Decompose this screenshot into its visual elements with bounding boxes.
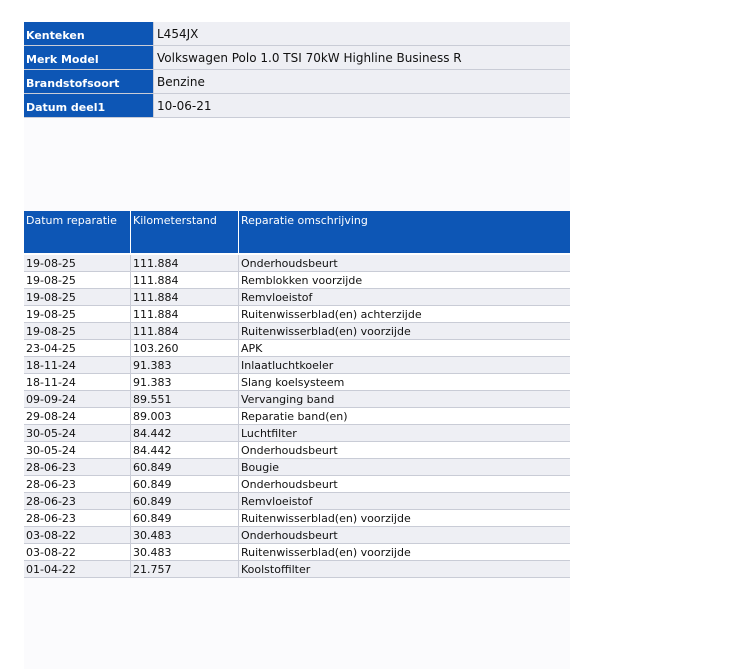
table-row <box>24 374 570 391</box>
cell-km: 103.260 <box>131 340 239 356</box>
info-label: Datum deel1 <box>24 94 154 117</box>
cell-km: 84.442 <box>131 442 239 458</box>
repairs-header-row <box>24 211 570 253</box>
info-value: Volkswagen Polo 1.0 TSI 70kW Highline Business R <box>154 46 570 69</box>
info-value: Benzine <box>154 70 570 93</box>
table-row <box>24 561 570 578</box>
cell-date: 30-05-24 <box>24 442 131 458</box>
table-row <box>24 340 570 357</box>
cell-date: 19-08-25 <box>24 255 131 271</box>
column-header-km: Kilometerstand <box>131 211 239 253</box>
table-row <box>24 306 570 323</box>
cell-description: Bougie <box>241 461 280 474</box>
cell-km: 30.483 <box>131 544 239 560</box>
table-row <box>24 493 570 510</box>
info-label: Merk Model <box>24 46 154 69</box>
info-value: L454JX <box>154 22 570 45</box>
cell-description: Inlaatluchtkoeler <box>241 359 334 372</box>
cell-km: 60.849 <box>131 510 239 526</box>
cell-description: Remvloeistof <box>241 495 313 508</box>
cell-description: Onderhoudsbeurt <box>241 444 338 457</box>
cell-km: 111.884 <box>131 255 239 271</box>
table-row <box>24 357 570 374</box>
table-row <box>24 459 570 476</box>
cell-date: 18-11-24 <box>24 357 131 373</box>
cell-km: 60.849 <box>131 459 239 475</box>
cell-km: 84.442 <box>131 425 239 441</box>
cell-description: Ruitenwisserblad(en) voorzijde <box>241 325 411 338</box>
info-label: Brandstofsoort <box>24 70 154 93</box>
table-row <box>24 425 570 442</box>
column-header-date: Datum reparatie <box>24 211 131 253</box>
cell-km: 111.884 <box>131 323 239 339</box>
column-header-description: Reparatie omschrijving <box>241 214 368 227</box>
cell-date: 23-04-25 <box>24 340 131 356</box>
cell-km: 91.383 <box>131 374 239 390</box>
cell-date: 19-08-25 <box>24 306 131 322</box>
table-row <box>24 442 570 459</box>
table-row <box>24 391 570 408</box>
cell-description: APK <box>241 342 263 355</box>
cell-description: Ruitenwisserblad(en) voorzijde <box>241 546 411 559</box>
repairs-table <box>24 211 570 578</box>
cell-date: 03-08-22 <box>24 527 131 543</box>
cell-km: 111.884 <box>131 306 239 322</box>
cell-km: 111.884 <box>131 272 239 288</box>
cell-description: Ruitenwisserblad(en) voorzijde <box>241 512 411 525</box>
cell-description: Onderhoudsbeurt <box>241 529 338 542</box>
table-row <box>24 510 570 527</box>
info-row-kenteken <box>24 22 570 46</box>
cell-date: 29-08-24 <box>24 408 131 424</box>
cell-date: 19-08-25 <box>24 272 131 288</box>
cell-description: Onderhoudsbeurt <box>241 478 338 491</box>
cell-km: 89.003 <box>131 408 239 424</box>
info-row-brandstofsoort <box>24 70 570 94</box>
cell-date: 19-08-25 <box>24 323 131 339</box>
table-row <box>24 255 570 272</box>
cell-date: 19-08-25 <box>24 289 131 305</box>
info-value: 10-06-21 <box>154 94 570 117</box>
cell-km: 21.757 <box>131 561 239 577</box>
table-row <box>24 408 570 425</box>
cell-description: Remblokken voorzijde <box>241 274 363 287</box>
table-row <box>24 544 570 561</box>
cell-date: 09-09-24 <box>24 391 131 407</box>
cell-description: Remvloeistof <box>241 291 313 304</box>
cell-description: Koolstoffilter <box>241 563 311 576</box>
cell-km: 91.383 <box>131 357 239 373</box>
table-row <box>24 272 570 289</box>
cell-description: Vervanging band <box>241 393 335 406</box>
cell-date: 18-11-24 <box>24 374 131 390</box>
cell-date: 28-06-23 <box>24 510 131 526</box>
info-row-merk-model <box>24 46 570 70</box>
cell-date: 01-04-22 <box>24 561 131 577</box>
vehicle-info-table <box>24 22 570 118</box>
info-label: Kenteken <box>24 22 154 45</box>
repairs-body <box>24 255 570 578</box>
cell-km: 60.849 <box>131 476 239 492</box>
cell-km: 30.483 <box>131 527 239 543</box>
table-row <box>24 289 570 306</box>
cell-date: 28-06-23 <box>24 476 131 492</box>
cell-description: Onderhoudsbeurt <box>241 257 338 270</box>
cell-km: 89.551 <box>131 391 239 407</box>
table-row <box>24 323 570 340</box>
cell-km: 60.849 <box>131 493 239 509</box>
cell-date: 28-06-23 <box>24 459 131 475</box>
cell-date: 03-08-22 <box>24 544 131 560</box>
info-row-datum-deel1 <box>24 94 570 118</box>
table-row <box>24 476 570 493</box>
cell-description: Slang koelsysteem <box>241 376 345 389</box>
cell-description: Reparatie band(en) <box>241 410 348 423</box>
table-row <box>24 527 570 544</box>
cell-date: 28-06-23 <box>24 493 131 509</box>
cell-description: Ruitenwisserblad(en) achterzijde <box>241 308 422 321</box>
cell-km: 111.884 <box>131 289 239 305</box>
cell-date: 30-05-24 <box>24 425 131 441</box>
cell-description: Luchtfilter <box>241 427 297 440</box>
